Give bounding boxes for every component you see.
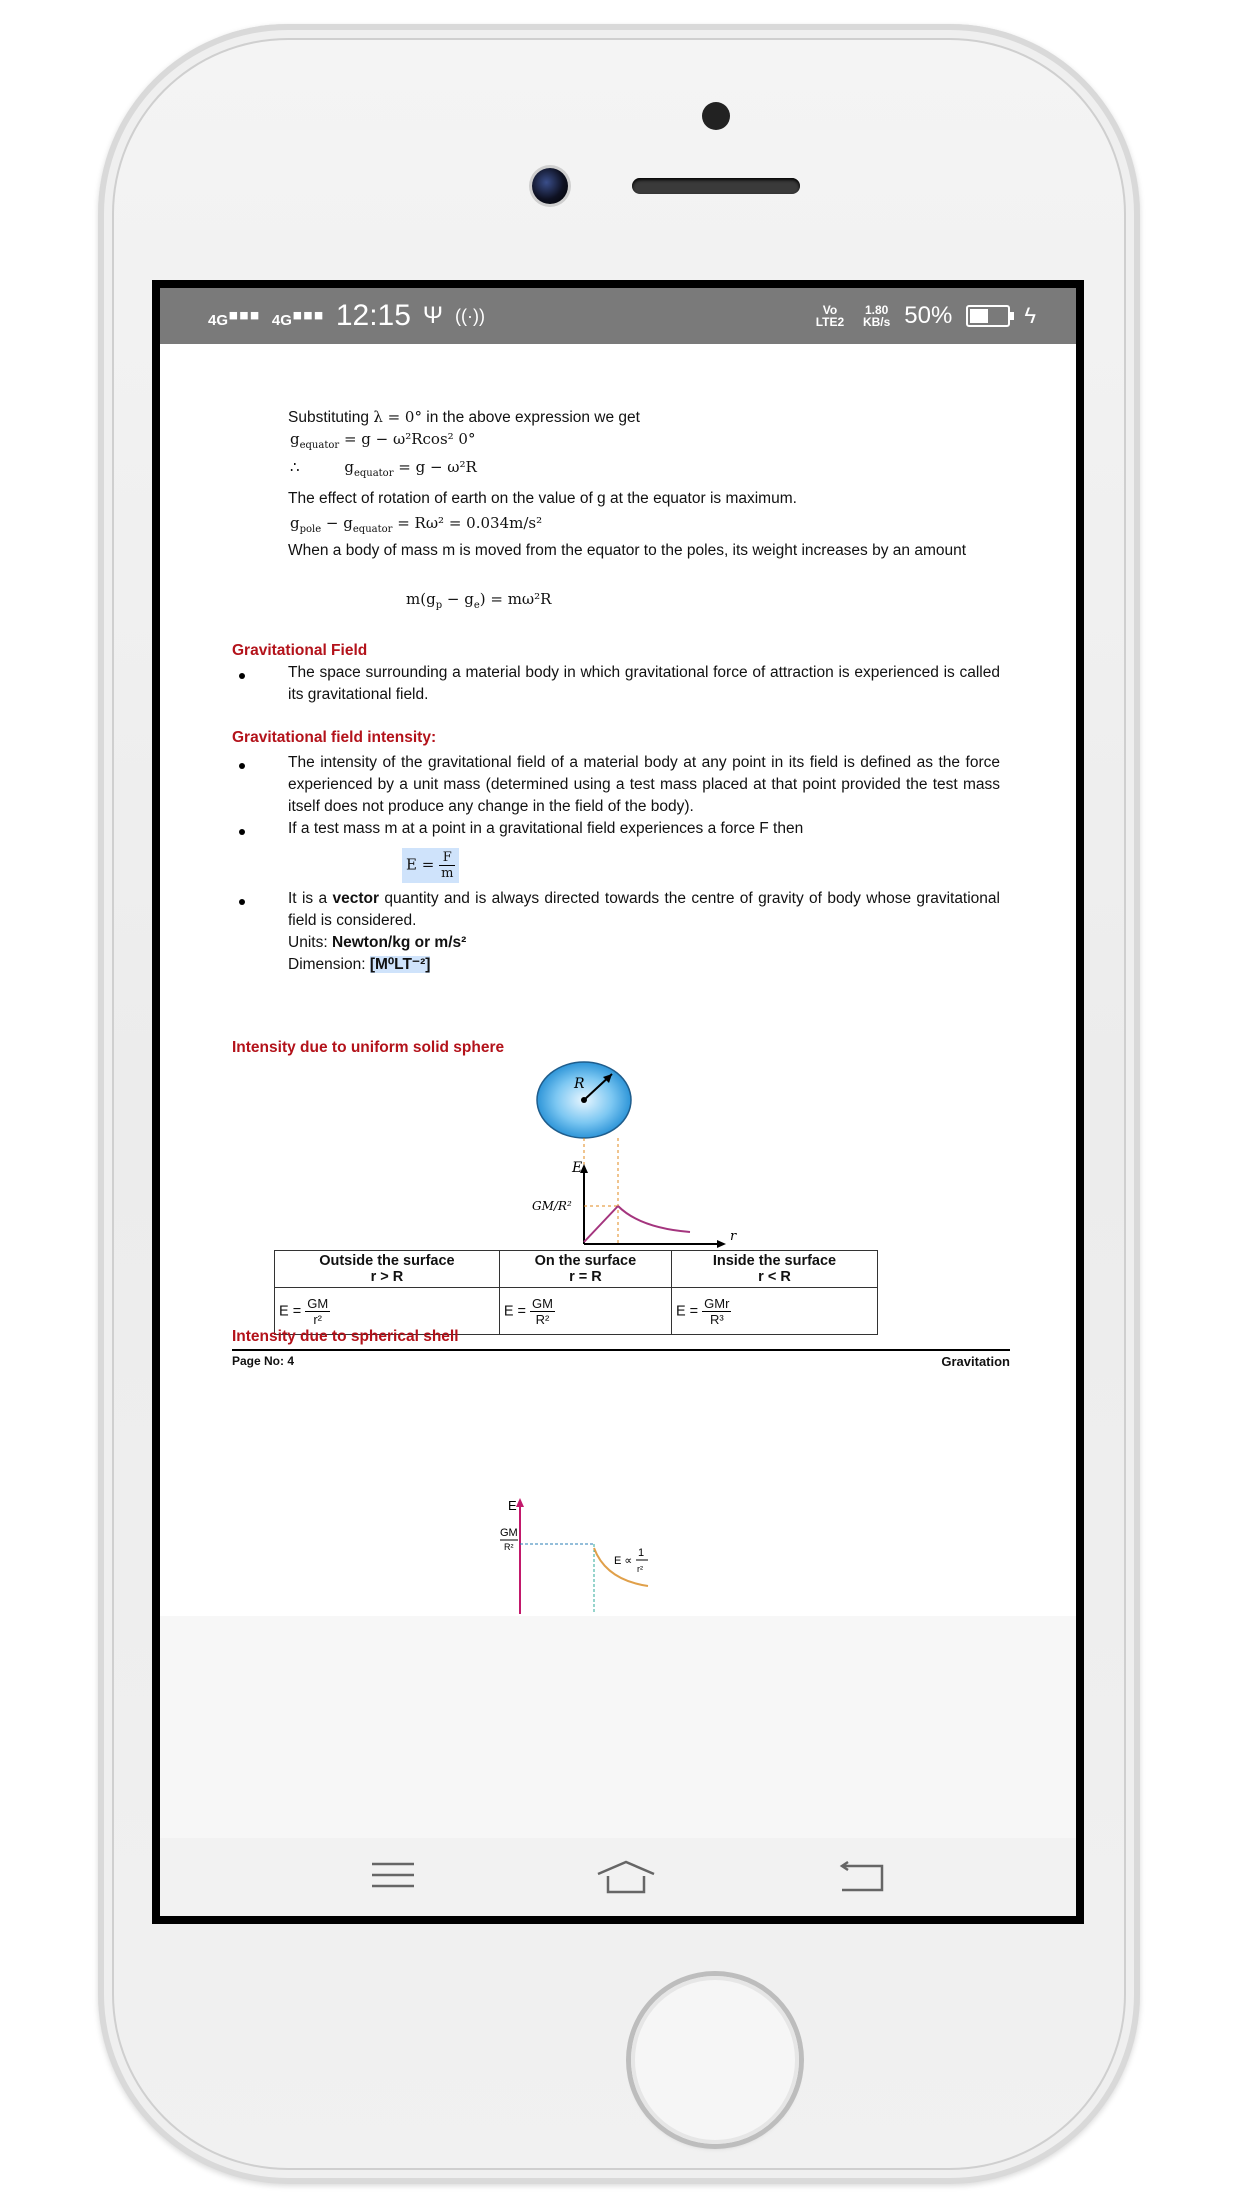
- body-moved-text: When a body of mass m is moved from the equator to the poles, its weight increases by an amount: [288, 542, 967, 559]
- table-header: Inside the surface r < R: [671, 1251, 877, 1288]
- equation-therefore: ∴ $g_{equator} = g - \omega^2R$: [290, 458, 477, 479]
- table-cell: E = $\frac{GM}{\text{R²}}$: [499, 1288, 671, 1335]
- page-gap: [160, 1616, 1076, 1838]
- bullet: [239, 763, 245, 769]
- field-bullet-text: The space surrounding a material body in which gravitational force of attraction is experienced is called its gravitational field.: [288, 664, 1000, 703]
- battery-percent: 50%: [904, 302, 953, 329]
- signal-2: 4G▪▪▪: [271, 299, 324, 332]
- label-R: R: [574, 1076, 585, 1092]
- menu-icon[interactable]: [370, 1858, 416, 1892]
- units-line: Units: Newton/kg or m/s²: [288, 934, 467, 951]
- network-speed: 1.80 KB/s: [862, 303, 891, 329]
- footer-divider: [232, 1349, 1010, 1351]
- earpiece-speaker: [632, 178, 800, 194]
- intensity-table: [274, 1250, 878, 1335]
- back-icon[interactable]: [838, 1858, 886, 1894]
- equation-E-equals-F-over-m: E = $\frac{F}{m}$: [402, 848, 459, 883]
- volte-indicator: Vo LTE2: [815, 303, 845, 329]
- chapter-name: Gravitation: [941, 1354, 1010, 1369]
- hardware-home-button[interactable]: [631, 1976, 799, 2144]
- clock: 12:15: [335, 299, 411, 332]
- navigation-bar: [160, 1838, 1076, 1916]
- bullet: [239, 829, 245, 835]
- label-GM: GM: [500, 1527, 518, 1539]
- label-E: E: [508, 1498, 517, 1513]
- table-header: On the surface r = R: [499, 1251, 671, 1288]
- heading-solid-sphere: Intensity due to uniform solid sphere: [232, 1039, 505, 1056]
- home-icon[interactable]: [594, 1858, 658, 1898]
- proximity-sensor: [702, 102, 730, 130]
- bullet: [239, 673, 245, 679]
- charging-icon: ϟ: [1024, 303, 1036, 328]
- outside-curve: [618, 1206, 690, 1232]
- inside-curve: [584, 1206, 618, 1242]
- intensity-bullet-1: The intensity of the gravitational field of a material body at any point in its field is defined as the force experienced by a unit mass (determined using a test mass placed at that point provided the test mass itself does not produce any change in the field of the body).: [288, 754, 1000, 815]
- status-bar: [160, 288, 1076, 344]
- equation-weight-increase: $m(g_p - g_e) = m\omega^2R$: [406, 590, 552, 611]
- table-header: Outside the surface r > R: [275, 1251, 500, 1288]
- equation-pole-minus-equator: $g_{pole} - g_{equator} = R\omega^2 = 0.034m/s^2$: [290, 514, 543, 535]
- label-R2: R²: [504, 1542, 514, 1552]
- label-GM-R2: GM/R²: [532, 1199, 572, 1213]
- page-number: Page No: 4: [232, 1354, 295, 1368]
- spherical-shell-figure: [490, 1492, 710, 1616]
- label-E: E: [572, 1160, 583, 1176]
- label-prop-den: r²: [637, 1564, 643, 1574]
- label-prop: E ∝: [614, 1555, 633, 1567]
- usb-icon: Ψ: [422, 302, 443, 329]
- dimension-line: Dimension: [M⁰LT⁻²]: [288, 956, 431, 973]
- document-viewer[interactable]: [160, 344, 1076, 1838]
- label-r: r: [730, 1229, 737, 1244]
- signal-1: 4G▪▪▪: [208, 299, 260, 332]
- heading-gravitational-field: Gravitational Field: [232, 642, 368, 659]
- table-cell: E = $\frac{GM}{\text{r²}}$: [275, 1288, 500, 1335]
- table-cell: E = $\frac{\text{GMr}}{\text{R³}}$: [671, 1288, 877, 1335]
- vector-text: It is a vector quantity and is always directed towards the centre of gravity of body whose gravitational field is considered.: [288, 890, 1000, 929]
- bullet: [239, 899, 245, 905]
- equation-g-equator: $g_{equator} = g - \omega^2Rcos^2$ 0°: [290, 430, 476, 451]
- intensity-bullet-2: If a test mass m at a point in a gravitational field experiences a force F then: [288, 820, 804, 837]
- heading-spherical-shell: Intensity due to spherical shell: [232, 1328, 459, 1345]
- label-prop-num: 1: [638, 1547, 645, 1559]
- battery-icon: [966, 305, 1010, 327]
- effect-text: The effect of rotation of earth on the value of g at the equator is maximum.: [288, 490, 797, 507]
- hotspot-icon: ((·)): [454, 305, 485, 326]
- substituting-line: Substituting λ = 0° in the above expression we get: [288, 408, 640, 426]
- solid-sphere-figure: [490, 1060, 760, 1248]
- front-camera: [532, 168, 568, 204]
- table-row: [275, 1251, 878, 1288]
- screen: [152, 280, 1084, 1924]
- heading-field-intensity: Gravitational field intensity:: [232, 729, 437, 746]
